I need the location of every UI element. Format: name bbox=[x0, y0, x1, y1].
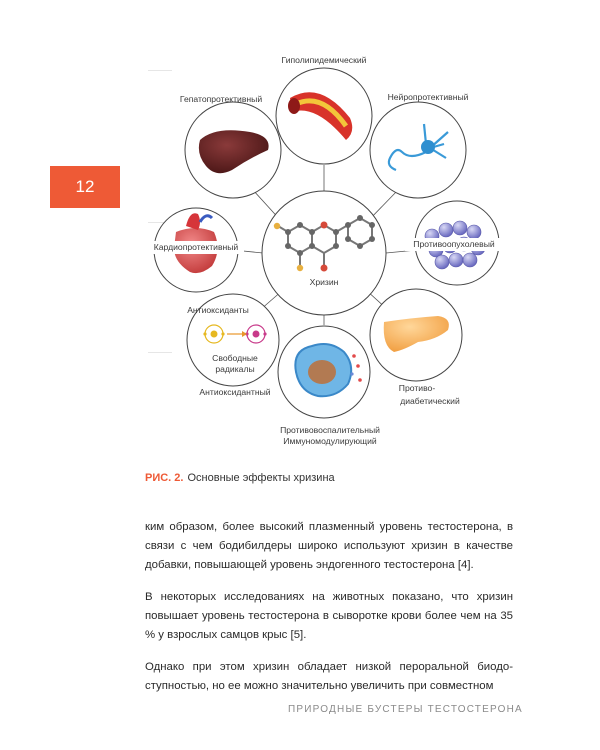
label-free-radicals-2: радикалы bbox=[215, 364, 255, 374]
label-antidiabetic-1: Противо- bbox=[398, 383, 436, 393]
body-text bbox=[145, 518, 513, 709]
label-antitumor: Противоопухолевый bbox=[413, 239, 495, 249]
label-antiinflammatory: Противовоспалительный bbox=[280, 425, 380, 435]
label-antioxidants: Антиоксиданты bbox=[187, 305, 249, 315]
label-immunomodulating: Иммуномодулирующий bbox=[283, 436, 377, 446]
neuron-body bbox=[421, 140, 435, 154]
label-hepatoprotective: Гепатопротективный bbox=[179, 94, 263, 104]
running-footer: ПРИРОДНЫЕ БУСТЕРЫ ТЕСТОСТЕРОНА bbox=[288, 704, 523, 715]
page-number: 12 bbox=[75, 177, 95, 196]
paragraph: ким образом, более высокий плазменный уровень тестостерона, в связи с чем бодибилдеры широко используют хризин в качестве добавки, повышающей уровень эндогенного тестостерона [4]. bbox=[145, 521, 513, 571]
figure-caption-text: Основные эффекты хризина bbox=[187, 472, 335, 484]
label-antioxidant: Антиоксидантный bbox=[199, 387, 271, 397]
figure-caption bbox=[145, 472, 335, 484]
paragraph: В некоторых исследованиях на животных показано, что хризин повышает уровень тестостерона в сыворотке крови более чем на 35 % у взрослых самцов крыс [5]. bbox=[145, 591, 513, 641]
label-free-radicals-1: Свободные bbox=[212, 353, 258, 363]
paragraph: Однако при этом хризин обладает низкой пероральной биодо-ступностью, но ее можно значительно увеличить при совместном bbox=[145, 661, 513, 692]
label-cardioprotective: Кардиопротективный bbox=[153, 242, 239, 252]
center-label: Хризин bbox=[309, 277, 339, 287]
label-antidiabetic-2: диабетический bbox=[400, 396, 460, 406]
figure-caption-label: РИС. 2. bbox=[145, 472, 184, 484]
label-hypolipidemic: Гиполипидемический bbox=[281, 55, 367, 65]
neuroprotective-circle bbox=[370, 102, 466, 198]
label-neuroprotective: Нейропротективный bbox=[387, 92, 469, 102]
